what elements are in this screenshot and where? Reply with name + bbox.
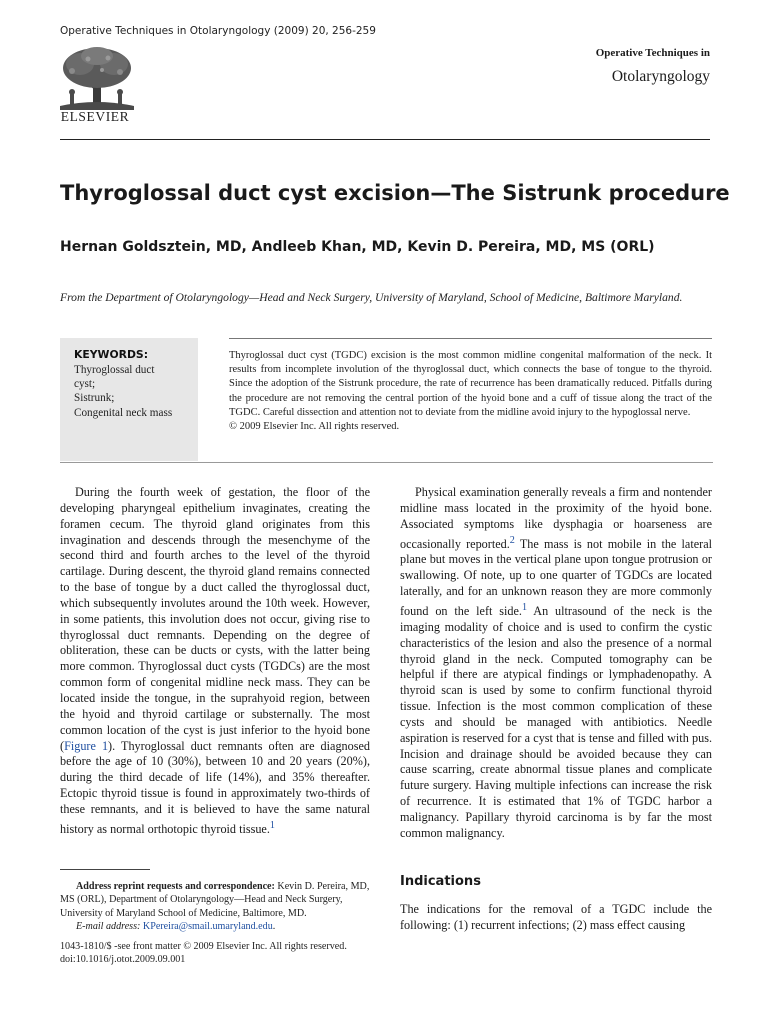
body-paragraph — [60, 485, 370, 838]
keyword-item: Sistrunk; — [74, 392, 115, 405]
body-column-right-lower — [400, 902, 712, 934]
abstract — [229, 338, 712, 434]
keywords-list — [74, 363, 190, 420]
journal-citation: Operative Techniques in Otolaryngology (2009) 20, 256-259 — [60, 25, 376, 37]
figure-1-link[interactable]: Figure 1 — [64, 738, 109, 753]
body-text: The mass is not mobile in the lateral plane but moves in the vertical plane upon tongue protrusion or swallowing. Of note, up to one quarter of TGDCs are located laterally, and for an unknown reason they are more commonly found on the left side. — [400, 536, 712, 619]
body-paragraph — [400, 485, 712, 842]
section-heading-indications: Indications — [400, 874, 481, 889]
article-affiliation: From the Department of Otolaryngology—Head and Neck Surgery, University of Maryland, School of Medicine, Baltimore Maryland. — [60, 291, 683, 304]
abstract-divider — [60, 462, 713, 463]
keywords-heading: KEYWORDS: — [74, 348, 149, 361]
email-line — [60, 920, 370, 933]
correspondence-footnote — [60, 880, 370, 934]
correspondence-label: Address reprint requests and correspondence: — [76, 881, 275, 892]
email-label: E-mail address: — [76, 921, 143, 933]
body-text: During the fourth week of gestation, the floor of the developing pharyngeal epithelium invaginates, creating the foramen cecum. The thyroid gland originates from this invagination and descends through the mesenchyme of the second third and fourth arches to the level of the thyroid cartilage. During descent, the thyroid gland remains connected to the base of tongue by a duct called the thyroglossal duct, which subsequently involutes around the 10th week. However, in some patients, this involution does not occur, giving rise to thyroglossal duct remnants. Depending on the degree of obliteration, these can be ducts or cysts, with the latter being more common. Thyroglossal duct cysts (TGDCs) are the most common form of congenital midline neck mass. They can be located inside the tongue, in the suprahyoid region, between the hyoid and thyroid cartilage or substernally. The most common location of the cyst is just inferior to the hyoid bone ( — [60, 485, 370, 753]
email-link[interactable]: KPereira@smail.umaryland.edu — [142, 921, 273, 933]
body-text: ). Thyroglossal duct remnants often are diagnosed before the age of 10 (30%), between 10 and 20 years (20%), during the third decade of life (14%), and 35% thereafter. Ectopic thyroid tissue is found in approximately two-thirds of these remnants, and it is believed to have the same natural history as normal orthotopic thyroid tissue. — [60, 738, 370, 836]
publisher-wordmark: ELSEVIER — [60, 109, 130, 124]
copyright-block — [60, 940, 380, 967]
abstract-copyright: © 2009 Elsevier Inc. All rights reserved. — [229, 421, 400, 433]
reference-link[interactable]: 2 — [509, 534, 515, 546]
article-title: Thyroglossal duct cyst excision—The Sistrunk procedure — [60, 181, 730, 205]
keyword-item: Congenital neck mass — [74, 406, 173, 419]
footnote-divider — [60, 869, 150, 870]
abstract-text: Thyroglossal duct cyst (TGDC) excision is the most common midline congenital malformation of the neck. It results from incomplete involution of the thyroglossal duct, which connects the base of tongue to the thyroid. Since the adoption of the Sistrunk procedure, the rate of recurrence has been dramatically reduced. Pitfalls during the procedure are not removing the central portion of the hyoid bone and a cuff of tissue along the tract of the TGDC. Careful dissection and attention not to deviate from the midline avoid injury to the hypoglossal nerve. — [229, 350, 712, 418]
keywords-box — [60, 338, 198, 461]
journal-brand-line2: Otolaryngology — [611, 68, 710, 85]
body-text: An ultrasound of the neck is the imaging modality of choice and is used to confirm the cystic characteristics of the lesion and also the presence of a normal thyroid gland in the neck. Computed tomography can be helpful if there are atypical findings or lymphadenopathy. A thyroid scan is used by some to confirm functional thyroid tissue. Infection is the most common complication of these cysts and should be managed with antibiotics. Needle aspiration is reserved for a cyst that is tense and filled with pus. Incision and drainage should be avoided because they can cause scarring, create abnormal tissue planes and complicate future surgery. Having multiple infections can increase the risk of recurrence. It is estimated that 1% of TGDC harbor a malignancy. Papillary thyroid carcinoma is by far the most common malignancy. — [400, 604, 712, 840]
header-divider — [60, 139, 710, 140]
body-column-right — [400, 485, 712, 842]
keyword-item: cyst; — [74, 378, 96, 391]
journal-brand — [596, 47, 710, 86]
journal-brand-line1: Operative Techniques in — [595, 47, 710, 59]
front-matter-line: 1043-1810/$ -see front matter © 2009 Elsevier Inc. All rights reserved. — [60, 941, 347, 952]
correspondence-text — [60, 880, 370, 920]
body-text: Physical examination generally reveals a firm and nontender midline mass located in the proximity of the hyoid bone. Associated symptoms like dysphagia or hoarseness are occasionally reported. — [400, 485, 712, 551]
reference-link[interactable]: 1 — [269, 819, 275, 831]
body-column-left — [60, 485, 370, 838]
correspondence-address: Kevin D. Pereira, MD, MS (ORL), Department of Otolaryngology—Head and Neck Surgery, University of Maryland School of Medicine, Baltimore, MD. — [60, 881, 370, 919]
body-paragraph: The indications for the removal of a TGDC include the following: (1) recurrent infections; (2) mass effect causing — [400, 902, 712, 932]
doi-line: doi:10.1016/j.otot.2009.09.001 — [60, 954, 186, 966]
article-authors: Hernan Goldsztein, MD, Andleeb Khan, MD, Kevin D. Pereira, MD, MS (ORL) — [60, 239, 655, 255]
email-end: . — [272, 921, 276, 933]
reference-link[interactable]: 1 — [521, 601, 528, 613]
keyword-item: Thyroglossal duct — [74, 364, 155, 376]
